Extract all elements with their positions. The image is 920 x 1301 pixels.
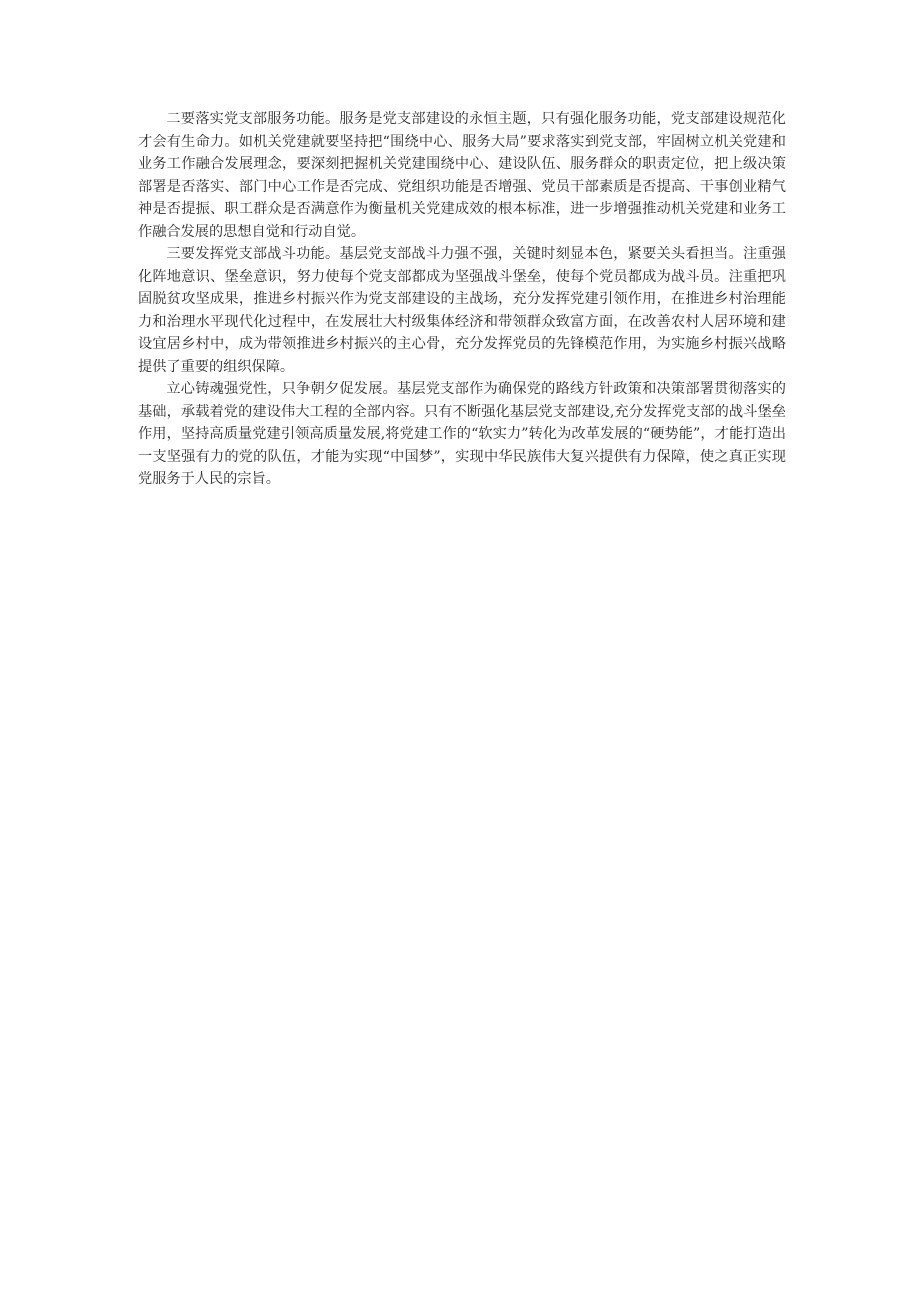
- document-body: [138, 108, 786, 491]
- paragraph-conclusion: 立心铸魂强党性，只争朝夕促发展。基层党支部作为确保党的路线方针政策和决策部署贯彻落实的基础，承载着党的建设伟大工程的全部内容。只有不断强化基层党支部建设,充分发挥党支部的战斗堡垒作用，坚持高质量党建引领高质量发展,将党建工作的“软实力”转化为改革发展的“硬势能”，才能打造出一支坚强有力的党的队伍，才能为实现“中国梦”，实现中华民族伟大复兴提供有力保障，使之真正实现党服务于人民的宗旨。: [138, 381, 786, 487]
- paragraph-combat-function: 三要发挥党支部战斗功能。基层党支部战斗力强不强，关键时刻显本色，紧要关头看担当。注重强化阵地意识、堡垒意识，努力使每个党支部都成为坚强战斗堡垒，使每个党员都成为战斗员。注重把巩固脱贫攻坚成果，推进乡村振兴作为党支部建设的主战场，充分发挥党建引领作用，在推进乡村治理能力和治理水平现代化过程中，在发展壮大村级集体经济和带领群众致富方面，在改善农村人居环境和建设宜居乡村中，成为带领推进乡村振兴的主心骨，充分发挥党员的先锋模范作用，为实施乡村振兴战略提供了重要的组织保障。: [138, 246, 786, 375]
- paragraph-service-function: 二要落实党支部服务功能。服务是党支部建设的永恒主题，只有强化服务功能，党支部建设规范化才会有生命力。如机关党建就要坚持把“围绕中心、服务大局”要求落实到党支部，牢固树立机关党建和业务工作融合发展理念，要深刻把握机关党建围绕中心、建设队伍、服务群众的职责定位，把上级决策部署是否落实、部门中心工作是否完成、党组织功能是否增强、党员干部素质是否提高、干事创业精气神是否提振、职工群众是否满意作为衡量机关党建成效的根本标准，进一步增强推动机关党建和业务工作融合发展的思想自觉和行动自觉。: [138, 111, 786, 240]
